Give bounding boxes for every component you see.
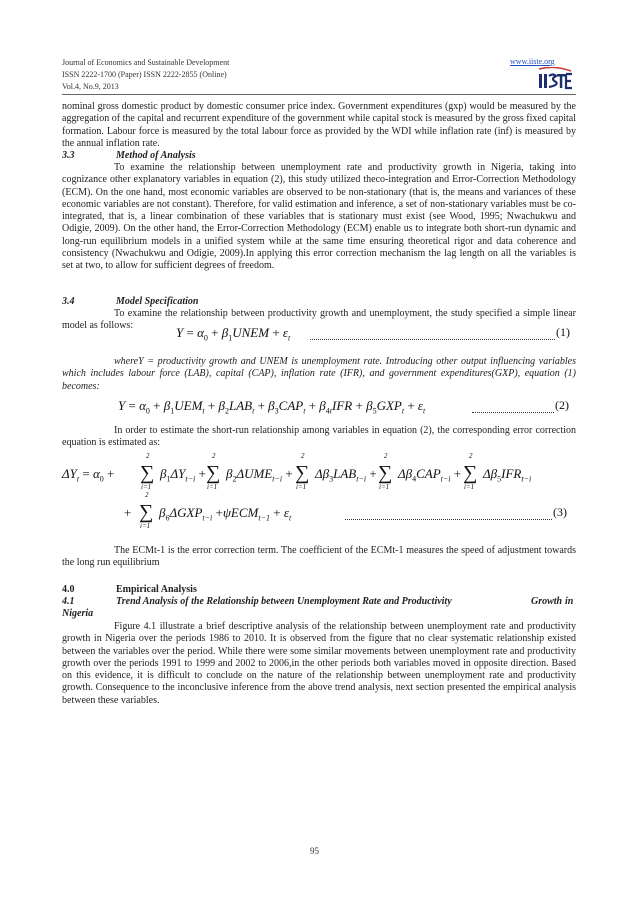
issn-line: ISSN 2222-1700 (Paper) ISSN 2222-2855 (Online) [62,70,227,79]
iiste-logo [536,67,574,93]
header-rule [62,94,576,95]
equation-1: $Y = \alpha_0$ + $\beta_1UNEM + \varepsilon_t$ [176,325,291,343]
section-4-1-body: Figure 4.1 illustrate a brief descriptive analysis of the relationship between unemployment rate and productivity growth in Nigeria over the periods 1986 to 2010. It is observed from the figure that no clear systematic relationship existed between the variables over the period. While there were some similar movements between unemployment rate and productivity growth over the periods 1991 to 1999 and 2002 to 2006,in the other periods both variables moved in opposite direction. Based on this evidence, it is difficult to conclude on the nature of the relationship between unemployment rate and productivity growth. Consequence to the inconclusive inference from the above trend analysis, next section presented the empirical analysis between these variables. [62,621,576,706]
section-title: Model Specification [116,296,199,307]
section-number: 3.4 [62,296,75,307]
equation-3-number: (3) [553,505,567,519]
section-number: 4.0 [62,584,75,595]
section-number: 3.3 [62,150,75,161]
equation-2-number: (2) [555,398,569,412]
section-3-4-body: To examine the relationship between productivity growth and unemployment, the study specified a simple linear model as follows: [62,308,576,332]
paper-page: Journal of Economics and Sustainable Development ISSN 2222-1700 (Paper) ISSN 2222-2855 (Online) Vol.4, No.9, 2013 www.iiste.org nominal gross domestic product by domestic consumer price index. Government expenditures (gxp) would be measured by the aggregation of the capital and recurrent expenditure of the government while capital stock is measured by the gross fixed capital formation. Labour force is measured by the total labour force as provided by the WDI while inflation rate (inf) is measured by the annual inflation rate. 3.3 Method of Analysis To examine the relationship between unemployment rate and productivity growth in Nigeria, taking into cognizance other explanatory variables in equation (2), this study utilized theco-integration and Error-Correction Methodology (ECM). On the one hand, most economic variables are observed to be non-stationary (that is, the means and variances of these economic variables are not constant). Therefore, for valid estimation and inference, a set of non-stationary variables must be co-integrated, that is, a linear combination of these variables that is stationary must exist (see Wood, 1995; Nwachukwu and Odigie, 2009). On the other hand, the Error-Correction Methodology (ECM) enable us to integrate both short-run dynamic and long-run equilibrium models in a unified system while at the same time ensuring theoretical rigor and data coherence and consistency (Nwachukwu and Odigie, 2009).In applying this error correction mechanism the lag length on all the variables is set at two, to allow for sufficient degrees of freedom. 3.4 Model Specification To examine the relationship between productivity growth and unemployment, the study specified a simple linear model as follows: $Y = \alpha_0$ + $\beta_1UNEM + \varepsilon_t$ (1) whereY = productivity growth and UNEM is unemployment rate. Introducing other output influencing variables which includes labour force (LAB), capital (CAP), inflation rate (IFR), and government expenditures(GXP), equation (1) becomes: $Y = \alpha_0 + \beta_1UEM_t + \beta_2LAB_t + \beta_3CAP_t + \beta_{4t}IFR + \beta_5GXP_t + \varepsilon_t$ (2) In order to estimate the short-run relationship among variables in equation (2), the corresponding error correction equation is estimated as: $\Delta Y_t = \alpha_0$ + 2 ∑ i=1 $\beta_1\Delta Y_{t-i}$ + 2 ∑ i=1 $\beta_2\Delta UME_{t-i}$ + 2 ∑ i=1 $\Delta\beta_3LAB_{t-i}$ + 2 ∑ i=1 $\Delta\beta_4CAP_{t-i}$ + 2 ∑ i=1 $\Delta\beta_5IFR_{t-i}$ + 2 ∑ i=1 $\beta_6\Delta GXP_{t-i} +\psi ECM_{t-1} + \varepsilon_t$ (3) The ECMt-1 is the error correction term. The coefficient of the ECMt-1 measures the speed of adjustment towards the long run equilibrium 4.0 Empirical Analysis 4.1 Trend Analysis of the Relationship between Unemployment Rate and Productivity Growth in Nigeria Figure 4.1 illustrate a brief descriptive analysis of the relationship between unemployment rate and productivity growth in Nigeria over the periods 1986 to 2010. It is observed from the figure that no clear systematic relationship existed between the variables over the period. While there were some similar movements between unemployment rate and productivity growth over the periods 1991 to 1999 and 2002 to 2006,in the other periods both variables moved in opposite direction. Based on this evidence, it is difficult to conclude on the nature of the relationship between unemployment rate and productivity growth. Consequence to the inconclusive inference from the above trend analysis, next section presented the empirical analysis between these variables. 95 [0,0,638,903]
ecm-note: The ECMt-1 is the error correction term. The coefficient of the ECMt-1 measures the speed of adjustment towards the long run equilibrium [62,545,576,569]
equation-2-leader [472,412,554,413]
section-4-0-heading [62,584,197,596]
journal-name: Journal of Economics and Sustainable Development [62,58,230,67]
section-title: Empirical Analysis [116,584,197,595]
website-link[interactable]: www.iiste.org [510,57,555,66]
section-title: Method of Analysis [116,150,196,161]
intro-paragraph: nominal gross domestic product by domestic consumer price index. Government expenditures (gxp) would be measured by the aggregation of the capital and recurrent expenditure of the government while capital stock is measured by the gross fixed capital formation. Labour force is measured by the total labour force as provided by the WDI while inflation rate (inf) is measured by the annual inflation rate. [62,101,576,149]
equation-1-number: (1) [556,325,570,339]
section-title-tail: Growth [531,596,563,607]
section-3-3-heading [62,150,196,162]
section-title: Trend Analysis of the Relationship between Unemployment Rate and Productivity [116,596,452,607]
section-4-1-heading-line2: Nigeria [62,608,94,619]
section-number: 4.1 [62,596,75,607]
volume-line: Vol.4, No.9, 2013 [62,82,119,91]
equation-3-leader [345,519,552,520]
page-number: 95 [310,846,319,856]
section-3-3-body: To examine the relationship between unemployment rate and productivity growth in Nigeria, taking into cognizance other explanatory variables in equation (2), this study utilized theco-integration and Error-Correction Methodology (ECM). On the one hand, most economic variables are observed to be non-stationary (that is, the means and variances of these economic variables are not constant). Therefore, for valid estimation and inference, a set of non-stationary variables must be co-integrated, that is, a linear combination of these variables that is stationary must exist (see Wood, 1995; Nwachukwu and Odigie, 2009). On the other hand, the Error-Correction Methodology (ECM) enable us to integrate both short-run dynamic and long-run equilibrium models in a unified system while at the same time ensuring theoretical rigor and data coherence and consistency (Nwachukwu and Odigie, 2009).In applying this error correction mechanism the lag length on all the variables is set at two, to allow for sufficient degrees of freedom. [62,162,576,271]
section-4-1-heading [62,596,576,608]
section-title-in: in [565,596,574,607]
equation-1-note: whereY = productivity growth and UNEM is unemployment rate. Introducing other output influencing variables which includes labour force (LAB), capital (CAP), inflation rate (IFR), and government expenditures(GXP), equation (1) becomes: [62,356,576,392]
equation-2: $Y = \alpha_0 + \beta_1UEM_t + \beta_2LAB_t + \beta_3CAP_t + \beta_{4t}IFR + \beta_5GXP_t + \varepsilon_t$ [118,398,426,416]
equation-1-leader [310,339,555,340]
ecm-intro: In order to estimate the short-run relationship among variables in equation (2), the corresponding error correction equation is estimated as: [62,425,576,449]
section-3-4-heading [62,296,199,308]
